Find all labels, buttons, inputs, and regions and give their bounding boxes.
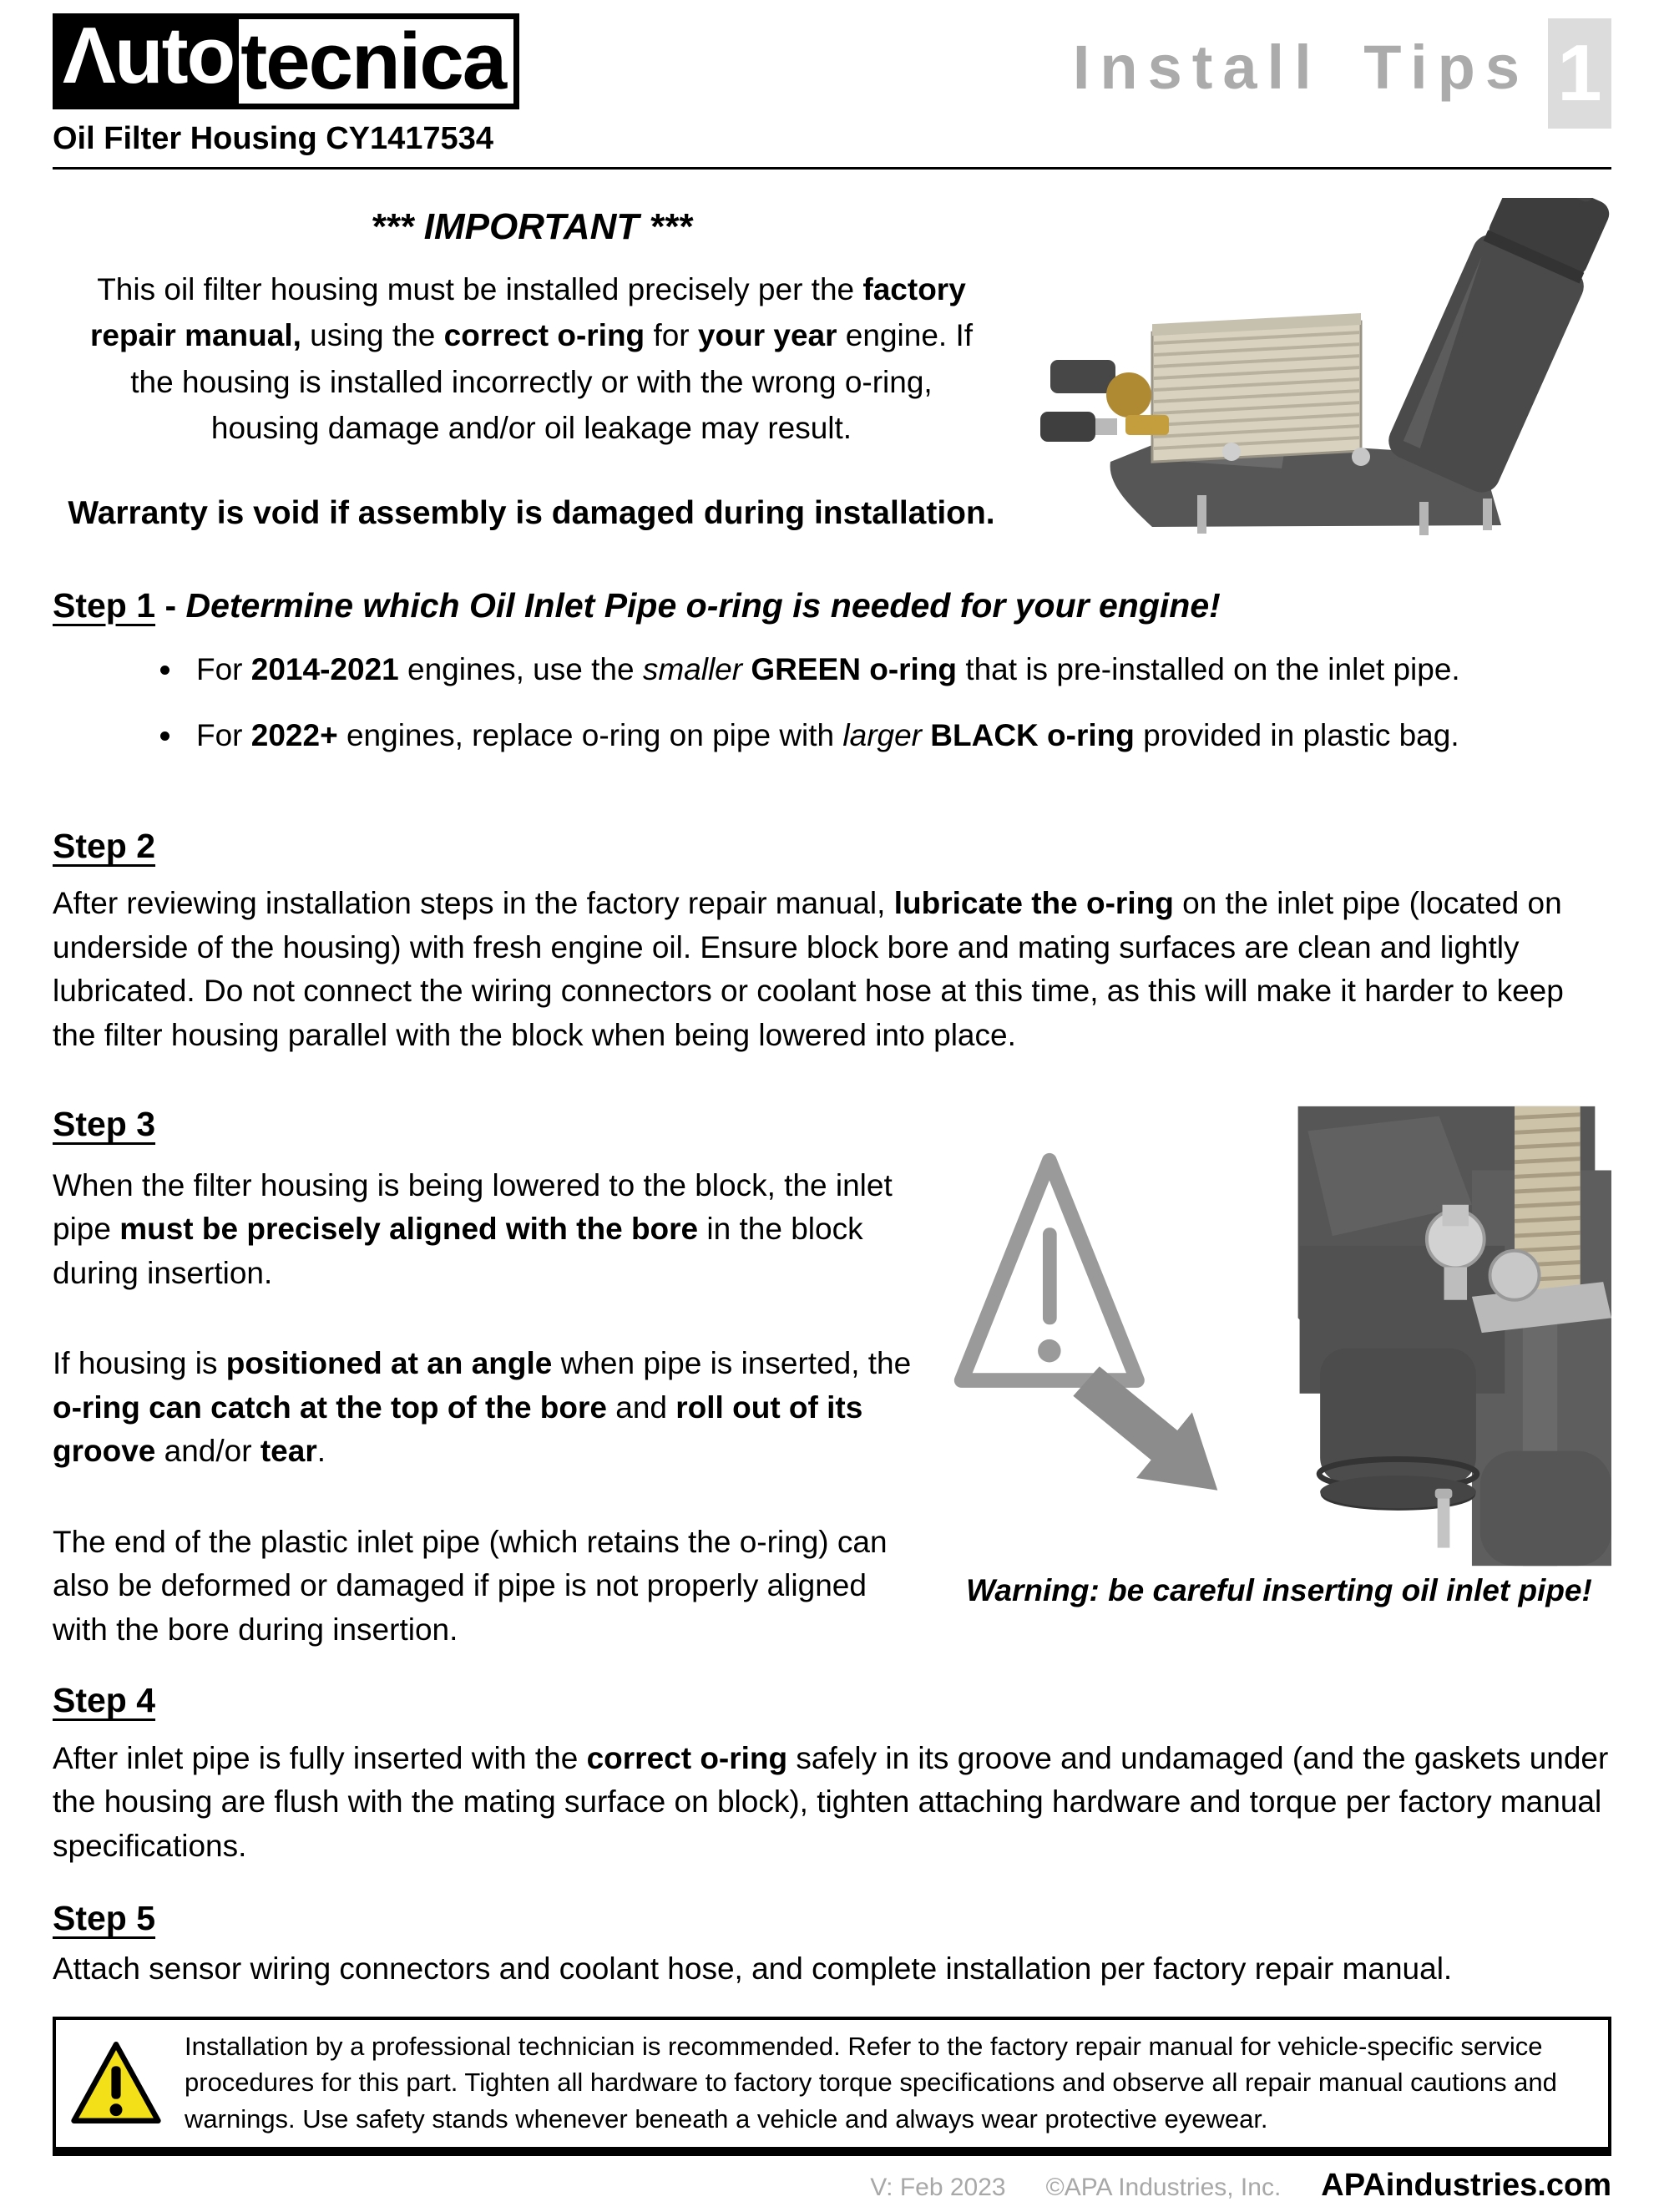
step1-bullet-2: • For 2022+ engines, replace o-ring on pipe with larger BLACK o-ring provided in plastic bag. [185, 714, 1611, 758]
warning-triangle-outline-icon [962, 1161, 1137, 1380]
footer [53, 2168, 1611, 2212]
document-subtitle: Oil Filter Housing CY1417534 [53, 120, 493, 156]
caution-box [53, 2017, 1611, 2156]
step1-dash: - [155, 585, 186, 625]
step2-label: Step 2 [53, 827, 156, 866]
header-divider [53, 167, 1611, 170]
step1-bullet-list [53, 648, 1611, 757]
caution-text: Installation by a professional technician is recommended. Refer to the factory repair manual for vehicle-specific service procedures for this part. Tighten all hardware to factory torque specifications and observe all repair manual cautions and warnings. Use safety stands whenever beneath a vehicle and always wear protective eyewear. [185, 2031, 1557, 2134]
step3-heading [53, 1104, 917, 1145]
step1-heading [53, 585, 1611, 626]
step4-paragraph: After inlet pipe is fully inserted with the correct o-ring safely in its groove and undamaged (and the gaskets under the housing are flush with the mating surface on block), tighten attaching hardware and torque per factory manual specifications. [53, 1740, 1609, 1863]
logo-tecnica-text: tecnica [239, 13, 519, 109]
step1-label: Step 1 [53, 585, 156, 625]
step3-section [53, 1104, 1611, 1652]
important-paragraph: This oil filter housing must be installed precisely per the factory repair manual, using the correct o-ring for your year engine. If the housing is installed incorrectly or with the wrong o-ring, housing damage and/or oil leakage may result. [89, 271, 974, 446]
important-section [53, 198, 1611, 539]
install-tips-title: Install Tips [1072, 33, 1530, 102]
website-label: APAindustries.com [1321, 2168, 1611, 2204]
inlet-pipe-warning-photo [947, 1104, 1611, 1568]
step3-paragraph-3: The end of the plastic inlet pipe (which retains the o-ring) can also be deformed or damaged if pipe is not properly aligned with the bore during insertion. [53, 1524, 888, 1647]
step3-paragraph-2: If housing is positioned at an angle when pipe is inserted, the o-ring can catch at the top of the bore and roll out of its groove and/or tear. [53, 1346, 912, 1469]
version-label: V: Feb 2023 [870, 2174, 1006, 2202]
important-title: *** IMPORTANT *** [371, 205, 692, 247]
step3-label: Step 3 [53, 1105, 156, 1144]
logo-auto-text: Λuto [53, 13, 239, 109]
warning-triangle-icon [69, 2039, 163, 2126]
step5-section [53, 1898, 1611, 1992]
step2-paragraph: After reviewing installation steps in the factory repair manual, lubricate the o-ring on the inlet pipe (located on underside of the housing) with fresh engine oil. Ensure block bore and mating surfaces are clean and lightly lubricated. Do not connect the wiring connectors or coolant hose at this time, as this will make it harder to keep the filter housing parallel with the block when being lowered into place. [53, 886, 1564, 1052]
oil-filter-housing-photo [1027, 198, 1611, 539]
brand-logo [53, 13, 519, 109]
step1-title: Determine which Oil Inlet Pipe o-ring is needed for your engine! [185, 585, 1221, 625]
step4-label: Step 4 [53, 1681, 156, 1720]
step5-paragraph: Attach sensor wiring connectors and coolant hose, and complete installation per factory repair manual. [53, 1951, 1453, 1987]
step2-section [53, 826, 1611, 1057]
step5-heading [53, 1898, 1611, 1939]
copyright-label: ©APA Industries, Inc. [1045, 2174, 1282, 2202]
step2-heading [53, 826, 1611, 867]
step4-section [53, 1680, 1611, 1868]
step1-bullet-1: • For 2014-2021 engines, use the smaller GREEN o-ring that is pre-installed on the inlet pipe. [185, 648, 1611, 692]
step3-paragraph-1: When the filter housing is being lowered to the block, the inlet pipe must be precisely aligned with the bore in the block during insertion. [53, 1167, 893, 1290]
page-number-badge: 1 [1548, 18, 1611, 129]
warranty-note: Warranty is void if assembly is damaged during installation. [68, 494, 995, 531]
filter-cap-tower [1383, 198, 1611, 499]
arrow-icon [1073, 1367, 1217, 1491]
step3-photo-caption: Warning: be careful inserting oil inlet pipe! [966, 1573, 1592, 1608]
step1-section [53, 585, 1611, 779]
step5-label: Step 5 [53, 1899, 156, 1938]
header [53, 13, 1611, 157]
step4-heading [53, 1680, 1611, 1721]
